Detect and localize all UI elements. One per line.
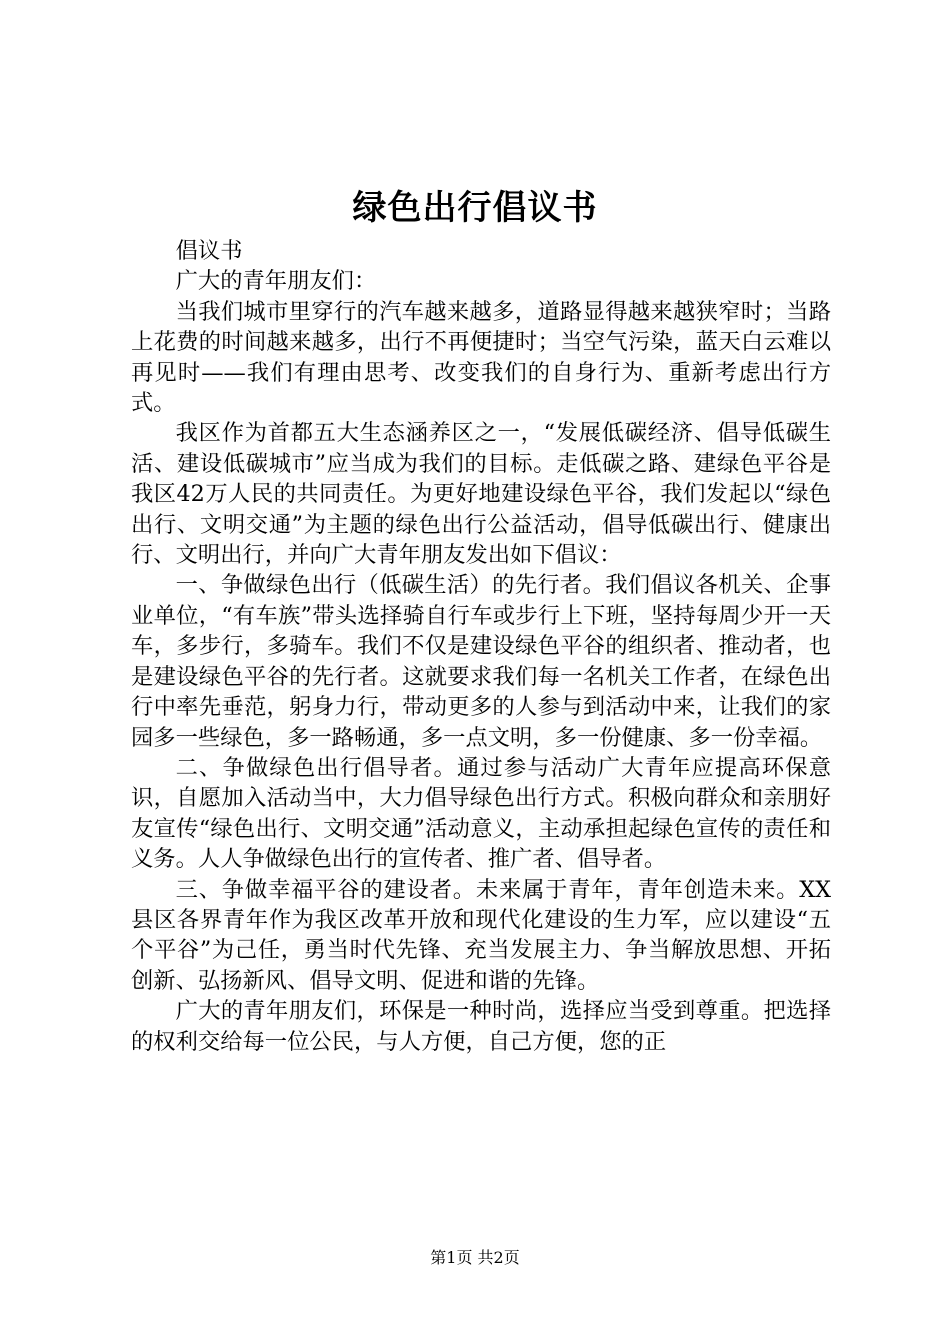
paragraph-heading: 倡议书 (175, 238, 243, 264)
paragraph-salutation: 广大的青年朋友们： (175, 268, 377, 295)
paragraph-proposal-1: 一、争做绿色出行（低碳生活）的先行者。我们倡议各机关、企事业单位，“有车族”带头选择骑自行车或步行上下班，坚持每周少开一天车，多步行，多骑车。我们不仅是建设绿色平谷的组织者、推动者，也是建设绿色平谷的先行者。这就要求我们每一名机关工作者，在绿色出行中率先垂范，躬身力行，带动更多的人参与到活动中来，让我们的家园多一些绿色，多一路畅通，多一点文明，多一份健康、多一份幸福。 (131, 572, 831, 751)
paragraph-intro: 当我们城市里穿行的汽车越来越多，道路显得越来越狭窄时；当路上花费的时间越来越多，出行不再便捷时；当空气污染，蓝天白云难以再见时——我们有理由思考、改变我们的自身行为、重新考虑出行方式。 (131, 298, 831, 417)
document-body (131, 236, 831, 1057)
paragraph-proposal-2: 二、争做绿色出行倡导者。通过参与活动广大青年应提高环保意识，自愿加入活动当中，大力倡导绿色出行方式。积极向群众和亲朋好友宣传“绿色出行、文明交通”活动意义，主动承担起绿色宣传的责任和义务。人人争做绿色出行的宣传者、推广者、倡导者。 (131, 754, 831, 873)
paragraph-closing: 广大的青年朋友们，环保是一种时尚，选择应当受到尊重。把选择的权利交给每一位公民，与人方便，自己方便，您的正 (131, 998, 831, 1055)
paragraph-background: 我区作为首都五大生态涵养区之一，“发展低碳经济、倡导低碳生活、建设低碳城市”应当成为我们的目标。走低碳之路、建绿色平谷是我区42万人民的共同责任。为更好地建设绿色平谷，我们发起以“绿色出行、文明交通”为主题的绿色出行公益活动，倡导低碳出行、健康出行、文明出行，并向广大青年朋友发出如下倡议： (131, 420, 831, 569)
document-title: 绿色出行倡议书 (352, 188, 598, 228)
page-footer: 第1页 共2页 (430, 1248, 520, 1267)
paragraph-proposal-3: 三、争做幸福平谷的建设者。未来属于青年，青年创造未来。XX县区各界青年作为我区改革开放和现代化建设的生力军，应以建设“五个平谷”为己任，勇当时代先锋、充当发展主力、争当解放思想、开拓创新、弘扬新风、倡导文明、促进和谐的先锋。 (131, 876, 831, 994)
